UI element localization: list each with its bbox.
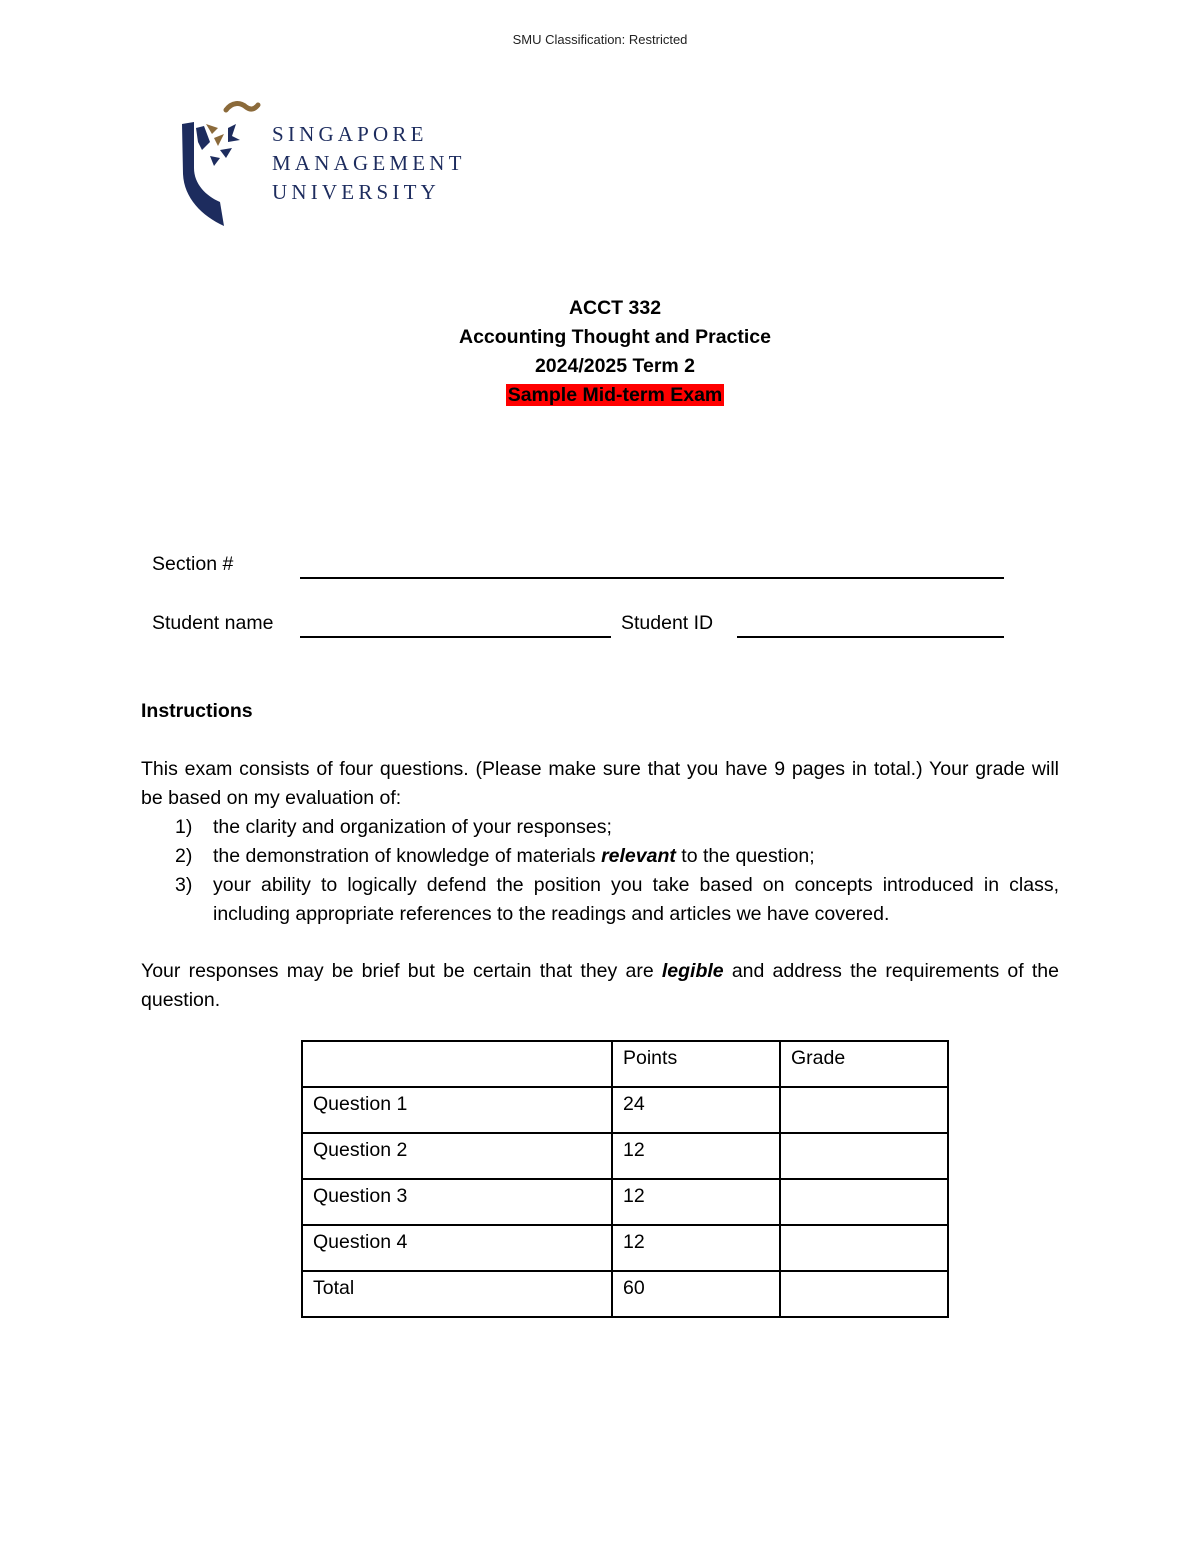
list-item [141, 842, 1059, 871]
row-label: Total [302, 1271, 612, 1317]
list-text: your ability to logically defend the position you take based on concepts introduced in class, including appropriate references to the readings and articles we have covered. [213, 874, 1059, 925]
row-label: Question 3 [302, 1179, 612, 1225]
instructions-heading: Instructions [141, 700, 253, 722]
row-points: 24 [612, 1087, 780, 1133]
logo-line-3: UNIVERSITY [272, 180, 440, 204]
logo-line-2: MANAGEMENT [272, 151, 466, 175]
row-label: Question 1 [302, 1087, 612, 1133]
list-text: to the question; [675, 845, 815, 867]
table-row [302, 1133, 948, 1179]
row-points: 60 [612, 1271, 780, 1317]
term: 2024/2025 Term 2 [534, 355, 696, 377]
row-points: 12 [612, 1133, 780, 1179]
list-number: 1) [175, 816, 193, 838]
exam-type-highlight: Sample Mid-term Exam [507, 384, 723, 406]
row-grade[interactable] [780, 1179, 948, 1225]
university-logo [180, 98, 480, 228]
section-label: Section # [152, 553, 234, 575]
classification-label: SMU Classification: Restricted [512, 32, 688, 47]
criteria-list-wrap [141, 813, 1059, 929]
header-cell-grade: Grade [780, 1041, 948, 1087]
instructions-intro: This exam consists of four questions. (Please make sure that you have 9 pages in total.) Your grade will be based on my evaluation of: [141, 758, 1059, 809]
table-row [302, 1271, 948, 1317]
student-name-input-line[interactable] [300, 636, 611, 638]
list-text: the demonstration of knowledge of materials [213, 845, 602, 867]
student-id-label: Student ID [621, 612, 714, 634]
row-grade[interactable] [780, 1087, 948, 1133]
section-input-line[interactable] [300, 577, 1004, 579]
table-header-row [302, 1041, 948, 1087]
row-label: Question 2 [302, 1133, 612, 1179]
lion-crest-icon [180, 98, 270, 228]
row-grade[interactable] [780, 1271, 948, 1317]
exam-title-block [0, 294, 1200, 410]
course-name: Accounting Thought and Practice [458, 326, 771, 348]
criteria-list [141, 813, 1059, 929]
table-row [302, 1225, 948, 1271]
course-code: ACCT 332 [568, 297, 662, 319]
closing-text: Your responses may be brief but be certain that they are [141, 960, 662, 982]
row-points: 12 [612, 1225, 780, 1271]
emphasis-legible: legible [661, 960, 724, 982]
student-name-label: Student name [152, 612, 274, 634]
list-text: the clarity and organization of your responses; [213, 816, 612, 838]
list-number: 3) [175, 874, 193, 896]
list-item [141, 813, 1059, 842]
closing-paragraph [141, 957, 1059, 1015]
header-cell-points: Points [612, 1041, 780, 1087]
header-cell [302, 1041, 612, 1087]
list-item [141, 871, 1059, 929]
emphasis-relevant: relevant [601, 845, 676, 867]
student-id-input-line[interactable] [737, 636, 1004, 638]
row-grade[interactable] [780, 1133, 948, 1179]
table-row [302, 1179, 948, 1225]
row-points: 12 [612, 1179, 780, 1225]
table-row [302, 1087, 948, 1133]
logo-wordmark [272, 120, 466, 207]
row-label: Question 4 [302, 1225, 612, 1271]
logo-line-1: SINGAPORE [272, 122, 428, 146]
list-number: 2) [175, 845, 193, 867]
grades-table [301, 1040, 949, 1318]
row-grade[interactable] [780, 1225, 948, 1271]
closing-text: and address the requirements of the question. [141, 960, 1059, 1011]
